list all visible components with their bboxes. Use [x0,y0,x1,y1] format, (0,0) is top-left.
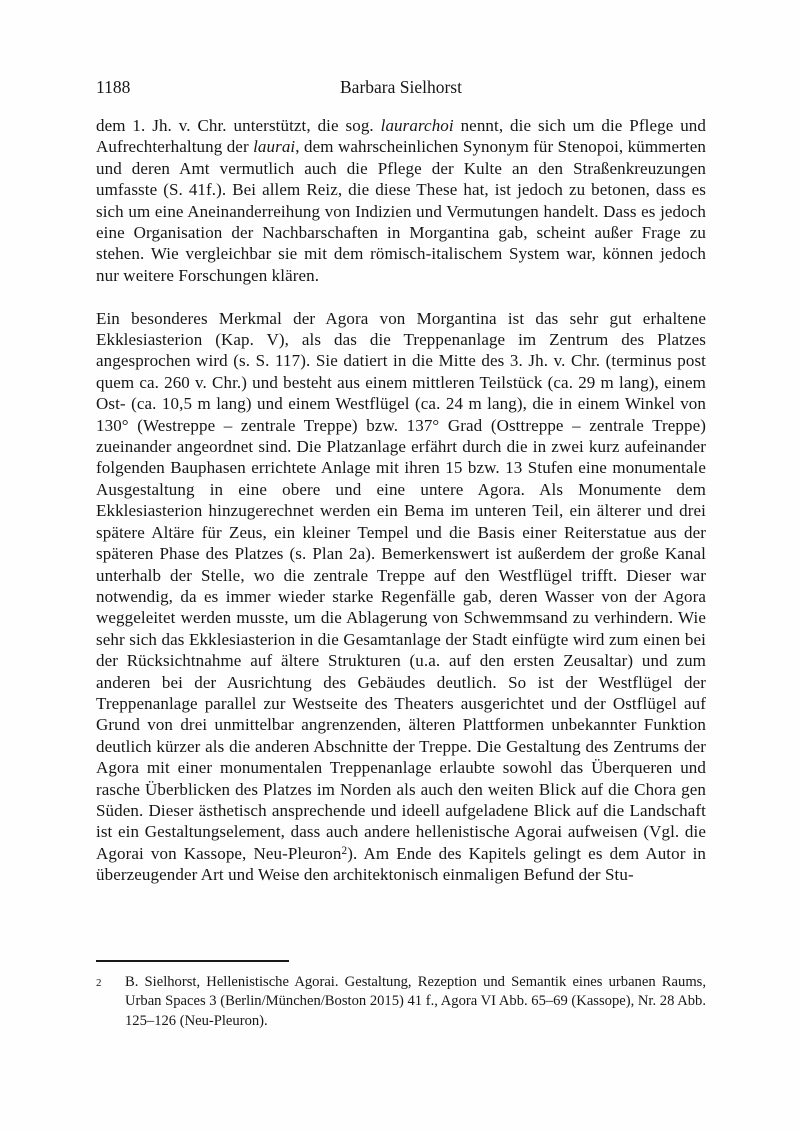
page-number: 1188 [96,77,131,97]
footnote-text: B. Sielhorst, Hellenistische Agorai. Gestaltung, Rezeption und Semantik eines urbanen Raums, Urban Spaces 3 (Berlin/München/Boston 2015) 41 f., Agora VI Abb. 65–69 (Kassope), Nr. 28 Abb. 125–126 (Neu-Pleuron). [125,973,706,1029]
footnote [96,973,706,1031]
page-header [96,76,706,98]
footnote-area [96,960,706,1031]
body-text [96,115,706,886]
running-header-title: Barbara Sielhorst [340,77,462,97]
footnote-marker: 2 [96,976,102,989]
body-paragraph-1: dem 1. Jh. v. Chr. unterstützt, die sog. laurarchoi nennt, die sich um die Pflege und Aufrechterhaltung der laurai, dem wahrscheinlichen Synonym für Stenopoi, kümmerten und deren Amt vermutlich auch die Pflege der Kulte an den Straßenkreuzungen umfasste (S. 41f.). Bei allem Reiz, die diese These hat, ist jedoch zu betonen, dass es sich um eine Aneinanderreihung von Indizien und Vermutungen handelt. Dass es jedoch eine Organisation der Nachbarschaften in Morgantina gab, scheint außer Frage zu stehen. Wie vergleichbar sie mit dem römisch-italischem System war, können jedoch nur weitere Forschungen klären. [96,116,706,285]
footnote-marker-cell [96,973,125,1031]
footnote-separator [96,960,289,962]
body-paragraph-2: Ein besonderes Merkmal der Agora von Morgantina ist das sehr gut erhaltene Ekklesiasterion (Kap. V), als das die Treppenanlage im Zentrum des Platzes angesprochen wird (s. S. 117). Sie datiert in die Mitte des 3. Jh. v. Chr. (terminus post quem ca. 260 v. Chr.) und besteht aus einem mittleren Teilstück (ca. 29 m lang), einem Ost- (ca. 10,5 m lang) und einem Westflügel (ca. 24 m lang), die in einem Winkel von 130° (Westreppe – zentrale Treppe) bzw. 137° Grad (Osttreppe – zentrale Treppe) zueinander angeordnet sind. Die Platzanlage erfährt durch die in zwei kurz aufeinander folgenden Bauphasen errichtete Anlage mit ihren 15 bzw. 13 Stufen eine monumentale Ausgestaltung in eine obere und eine untere Agora. Als Monumente dem Ekklesiasterion hinzugerechnet werden ein Bema im unteren Teil, ein älterer und drei spätere Altäre für Zeus, ein kleiner Tempel und die Basis einer Reiterstatue aus der späteren Phase des Platzes (s. Plan 2a). Bemerkenswert ist außerdem der große Kanal unterhalb der Stelle, wo die zentrale Treppe auf den Westflügel trifft. Dieser war notwendig, da es immer wieder starke Regenfälle gab, deren Wasser von der Agora weggeleitet werden musste, um die Ablagerung von Schwemmsand zu verhindern. Wie sehr sich das Ekklesiasterion in die Gesamtanlage der Stadt einfügte wird zum einen bei der Rücksichtnahme auf ältere Strukturen (u.a. auf den ersten Zeusaltar) und zum anderen bei der Ausrichtung des Gebäudes deutlich. So ist der Westflügel der Treppenanlage parallel zur Westseite des Theaters ausgerichtet und der Ostflügel auf Grund von drei unmittelbar angrenzenden, älteren Plattformen unbekannter Funktion deutlich kürzer als die anderen Abschnitte der Treppe. Die Gestaltung des Zentrums der Agora mit einer monumentalen Treppenanlage erlaubte sowohl das Überqueren und rasche Überblicken des Platzes im Norden als auch den weiten Blick auf die Chora gen Süden. Dieser ästhetisch ansprechende und ideell aufgeladene Blick auf die Landschaft ist ein Gestaltungselement, dass auch andere hellenistische Agorai aufweisen (Vgl. die Agorai von Kassope, Neu-Pleuron$^2$). Am Ende des Kapitels gelingt es dem Autor in überzeugender Art und Weise den architektonisch einmaligen Befund der Stu- [96,308,706,885]
